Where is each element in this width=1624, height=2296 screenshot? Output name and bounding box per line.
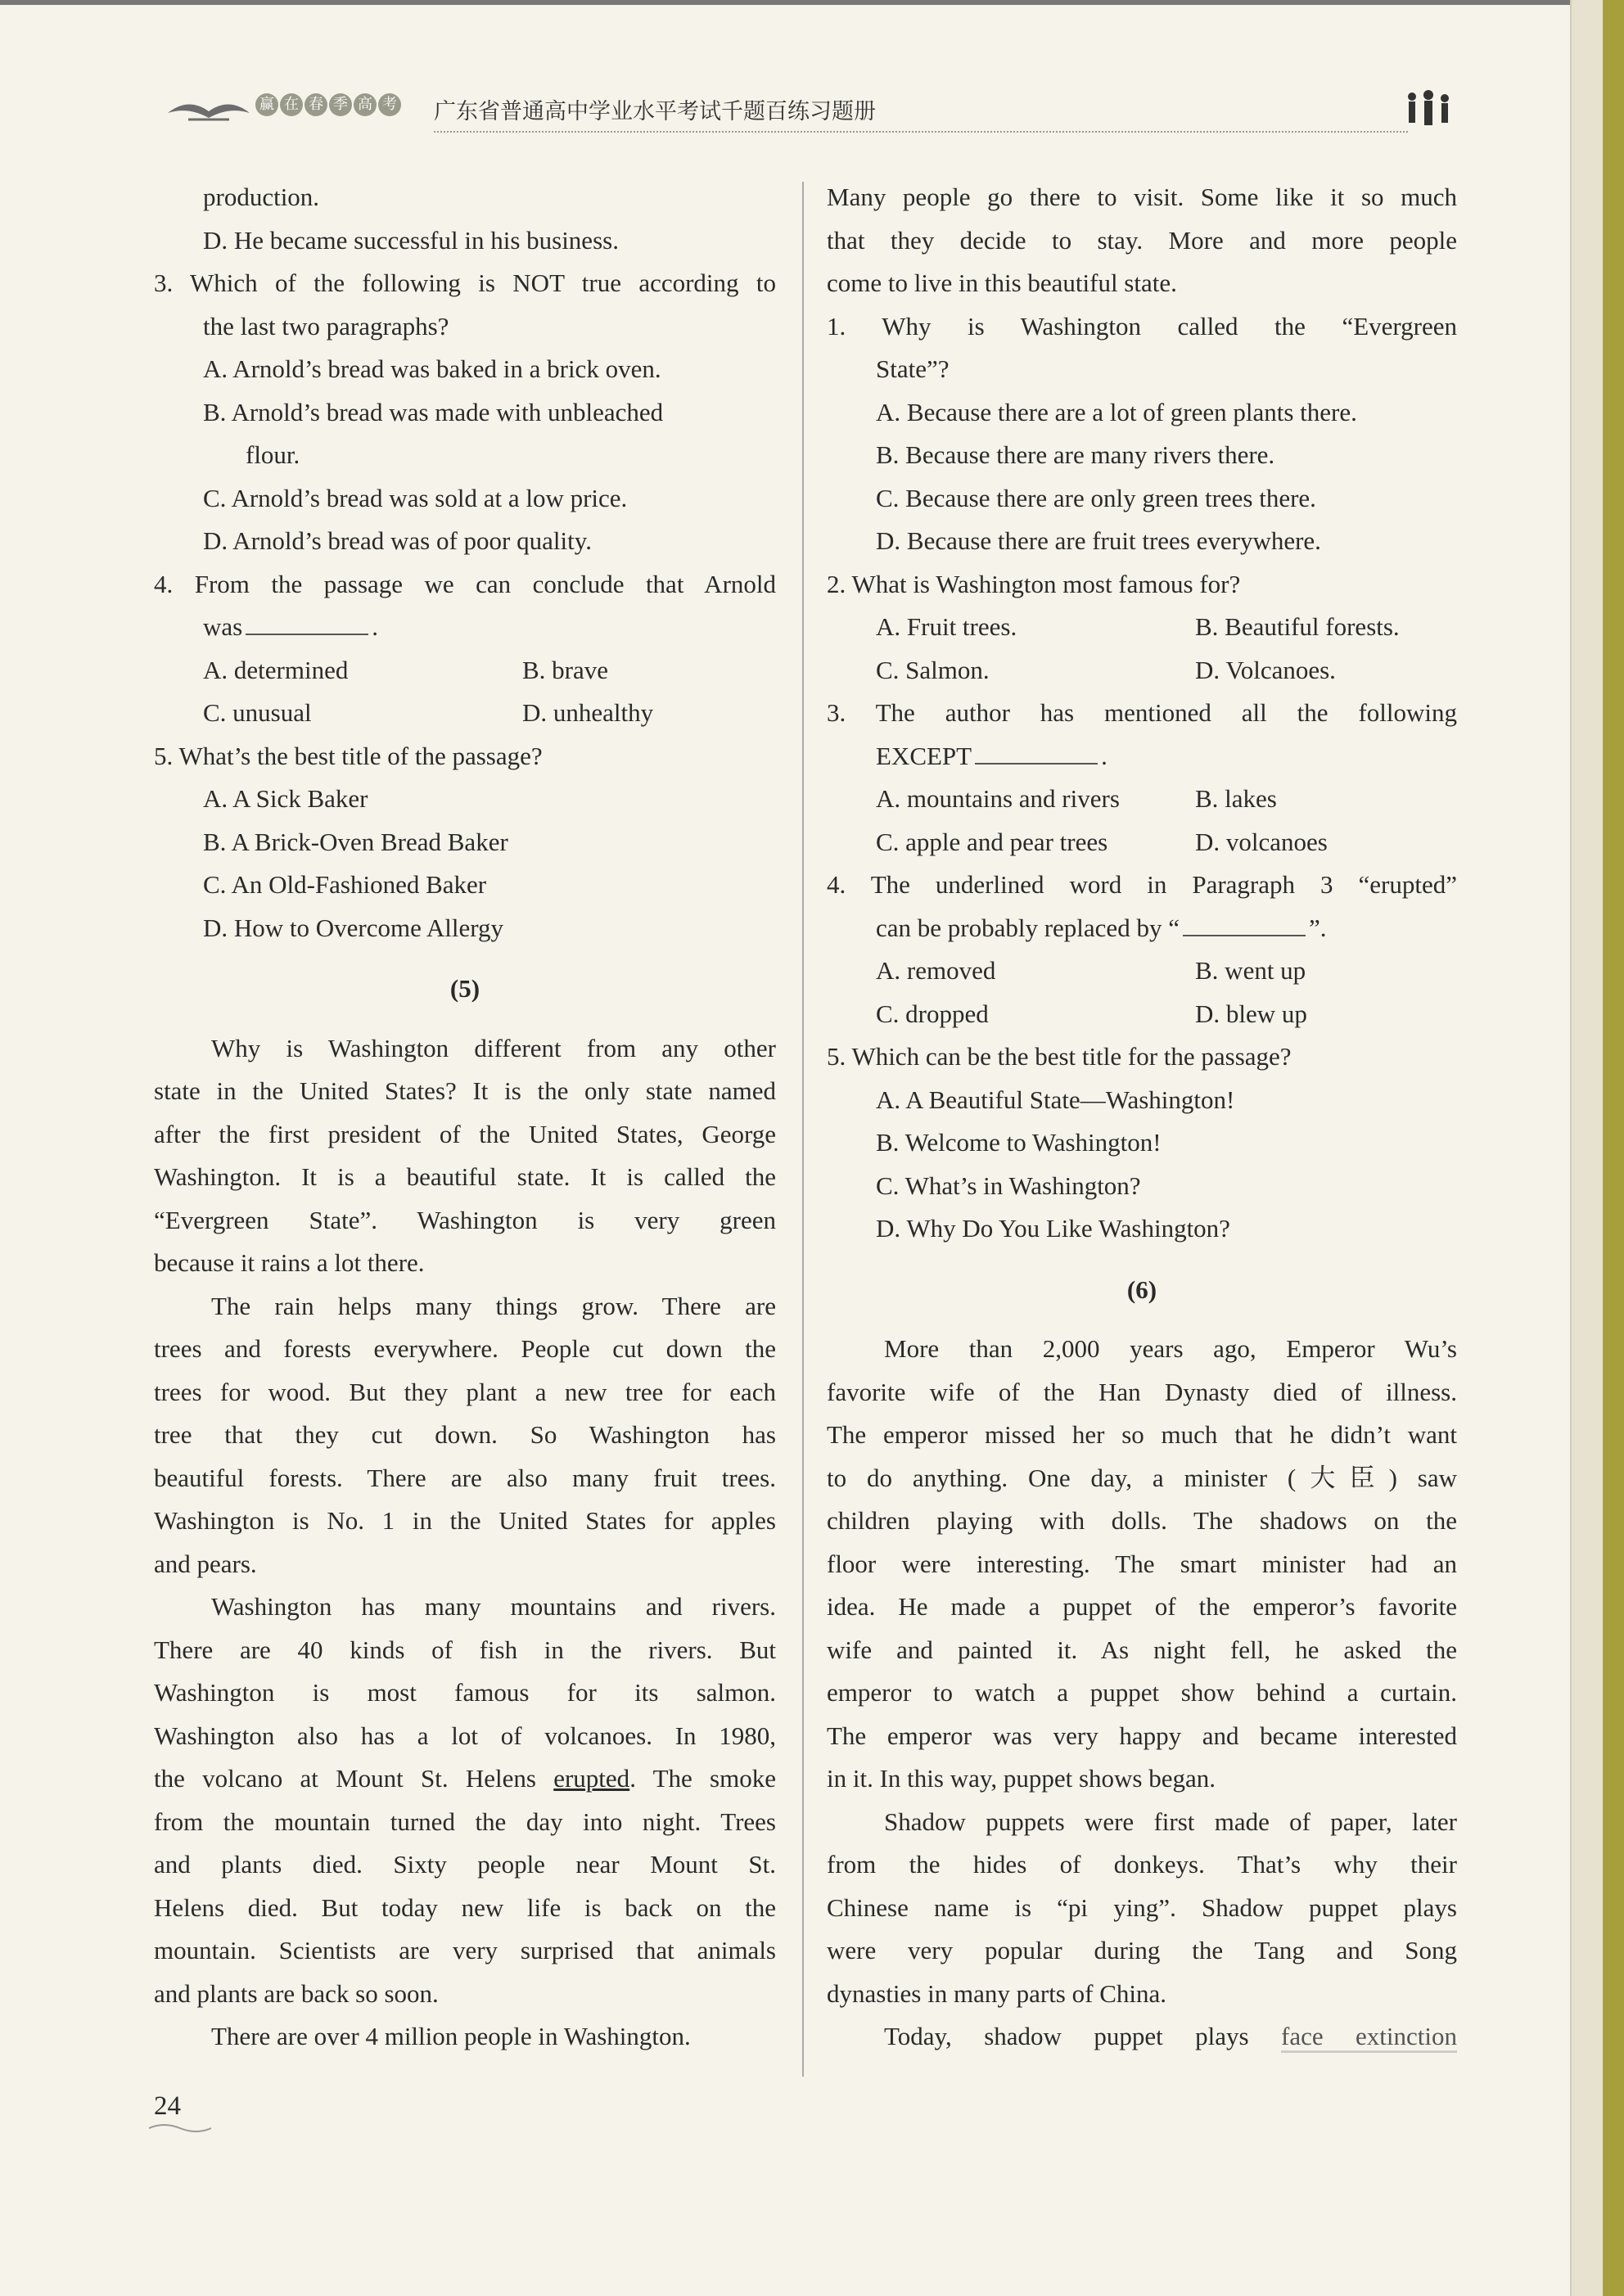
question-text: . [372, 612, 378, 641]
passage-line: Washington is No. 1 in the United States for apples [154, 1506, 776, 1535]
passage-line: idea. He made a puppet of the emperor’s favorite [827, 1592, 1457, 1621]
left-column [154, 176, 776, 2059]
passage-line: The emperor was very happy and became interested [827, 1721, 1457, 1750]
answer-option: D. Volcanoes. [1195, 655, 1336, 684]
passage-line: beautiful forests. There are also many fruit trees. [154, 1463, 776, 1492]
answer-option: C. apple and pear trees [876, 827, 1108, 856]
passage-line: tree that they cut down. So Washington has [154, 1420, 776, 1449]
answer-option-row [827, 821, 1457, 864]
passage-line: from the hides of donkeys. That’s why their [827, 1850, 1457, 1879]
passage-line: Why is Washington different from any other [211, 1033, 776, 1062]
passage-line: from the mountain turned the day into night. Trees [154, 1807, 776, 1836]
passage-line: Washington also has a lot of volcanoes. In 1980, [154, 1721, 776, 1750]
page-binding-edge [1603, 0, 1624, 2296]
answer-option: D. He became successful in his business. [203, 225, 619, 255]
passage-line: More than 2,000 years ago, Emperor Wu’s [884, 1334, 1457, 1363]
answer-option: B. Welcome to Washington! [876, 1128, 1162, 1157]
passage-line: Washington is most famous for its salmon. [154, 1678, 776, 1707]
answer-option: B. Arnold’s bread was made with unbleached [203, 397, 664, 426]
answer-option: A. Fruit trees. [876, 612, 1017, 641]
passage-line: There are over 4 million people in Washington. [211, 2022, 691, 2050]
answer-option-row [827, 778, 1457, 821]
answer-option: B. lakes [1195, 784, 1277, 813]
badge-char: 季 [329, 93, 352, 116]
answer-option: B. went up [1195, 956, 1306, 985]
passage-line: were very popular during the Tang and Song [827, 1936, 1457, 1964]
answer-option: C. dropped [876, 999, 989, 1028]
question-4-cont [827, 907, 1457, 950]
passage-text: . The smoke [629, 1764, 776, 1793]
badge-char: 在 [280, 93, 303, 116]
badge-char: 考 [378, 93, 401, 116]
passage-line: trees for wood. But they plant a new tree for each [154, 1377, 776, 1406]
passage-line: Many people go there to visit. Some like it so much [827, 183, 1457, 211]
passage-text: the volcano at Mount St. Helens [154, 1764, 536, 1793]
answer-blank [975, 762, 1098, 765]
question-text: can be probably replaced by “ [876, 913, 1180, 942]
question-5: 5. Which can be the best title for the passage? [827, 1042, 1292, 1071]
passage-line [154, 1757, 776, 1801]
answer-option: A. Because there are a lot of green plants there. [876, 397, 1357, 426]
answer-option: D. Arnold’s bread was of poor quality. [203, 526, 592, 555]
section-heading-6: (6) [1126, 1274, 1157, 1304]
passage-line: floor were interesting. The smart minister had an [827, 1549, 1457, 1578]
answer-option: C. What’s in Washington? [876, 1171, 1141, 1200]
question-3: 3. The author has mentioned all the following [827, 698, 1457, 727]
people-figures-icon [1400, 88, 1457, 129]
passage-line: There are 40 kinds of fish in the rivers. But [154, 1635, 776, 1664]
header-rule [434, 131, 1408, 133]
answer-option-row [154, 649, 776, 692]
answer-option: C. Salmon. [876, 655, 990, 684]
passage-line: The emperor missed her so much that he didn’t want [827, 1420, 1457, 1449]
passage-line: and plants are back so soon. [154, 1978, 439, 2008]
passage-line: Washington. It is a beautiful state. It is called the [154, 1162, 776, 1191]
badge-char: 高 [354, 93, 377, 116]
answer-option: C. An Old-Fashioned Baker [203, 870, 487, 899]
underlined-word: erupted [553, 1764, 630, 1793]
answer-option: D. How to Overcome Allergy [203, 913, 504, 942]
answer-option: A. A Beautiful State—Washington! [876, 1085, 1235, 1114]
question-3-cont: the last two paragraphs? [203, 311, 449, 341]
passage-line: The rain helps many things grow. There are [211, 1291, 776, 1320]
answer-option: A. determined [203, 655, 349, 684]
answer-option: B. A Brick-Oven Bread Baker [203, 827, 508, 856]
passage-line: after the first president of the United States, George [154, 1119, 776, 1148]
question-4-cont [154, 606, 776, 649]
passage-line: “Evergreen State”. Washington is very green [154, 1205, 776, 1234]
passage-line: emperor to watch a puppet show behind a curtain. [827, 1678, 1457, 1707]
answer-option: D. Why Do You Like Washington? [876, 1214, 1230, 1243]
answer-option: A. mountains and rivers [876, 784, 1120, 813]
passage-line: state in the United States? It is the only state named [154, 1076, 776, 1105]
question-3-cont [827, 735, 1457, 778]
answer-option: B. Beautiful forests. [1195, 612, 1400, 641]
answer-option-row [827, 606, 1457, 649]
passage-line: to do anything. One day, a minister (大臣) saw [827, 1463, 1457, 1492]
answer-option-row [827, 649, 1457, 692]
page-ornament-icon [147, 2120, 213, 2136]
passage-line: children playing with dolls. The shadows on the [827, 1506, 1457, 1535]
answer-option-row [827, 993, 1457, 1036]
eagle-logo-icon [164, 88, 254, 124]
answer-option: B. brave [522, 655, 609, 684]
page-margin-strip [1570, 0, 1603, 2296]
answer-option: A. removed [876, 956, 996, 985]
passage-line: Chinese name is “pi ying”. Shadow puppet plays [827, 1892, 1457, 1922]
answer-option: C. Because there are only green trees there. [876, 483, 1316, 512]
question-text: was [203, 612, 243, 641]
answer-option: D. unhealthy [522, 698, 654, 727]
answer-option-row [827, 950, 1457, 993]
question-3: 3. Which of the following is NOT true according to [154, 268, 776, 297]
passage-line: Helens died. But today new life is back on the [154, 1892, 776, 1922]
section-heading-5: (5) [449, 974, 480, 1003]
passage-line: because it rains a lot there. [154, 1248, 425, 1277]
question-1-cont: State”? [876, 354, 950, 383]
question-text: . [1101, 741, 1107, 770]
question-4: 4. From the passage we can conclude that Arnold [154, 569, 776, 598]
passage-line: in it. In this way, puppet shows began. [827, 1764, 1216, 1793]
question-5: 5. What’s the best title of the passage? [154, 741, 543, 770]
brand-badge [255, 93, 401, 116]
badge-char: 春 [304, 93, 327, 116]
answer-option: D. Because there are fruit trees everywhere. [876, 526, 1321, 555]
passage-text: Today, shadow puppet plays [884, 2022, 1249, 2050]
page-header [164, 88, 1457, 129]
question-text: ”. [1308, 913, 1327, 942]
passage-line: wife and painted it. As night fell, he asked the [827, 1635, 1457, 1664]
page-number: 24 [154, 2091, 181, 2121]
book-title: 广东省普通高中学业水平考试千题百练习题册 [434, 99, 876, 124]
answer-option: C. unusual [203, 698, 312, 727]
passage-line [827, 2015, 1457, 2059]
answer-option: A. A Sick Baker [203, 784, 368, 813]
underlined-phrase: face extinction [1281, 2022, 1457, 2053]
passage-line: Shadow puppets were first made of paper, later [884, 1807, 1457, 1836]
answer-option: B. Because there are many rivers there. [876, 440, 1275, 469]
right-column [827, 176, 1457, 2059]
passage-line: favorite wife of the Han Dynasty died of illness. [827, 1377, 1457, 1406]
passage-line: come to live in this beautiful state. [827, 268, 1177, 297]
answer-option: C. Arnold’s bread was sold at a low price. [203, 483, 628, 512]
answer-blank [246, 633, 368, 635]
question-2: 2. What is Washington most famous for? [827, 569, 1241, 598]
answer-blank [1183, 934, 1306, 936]
answer-option-row [154, 692, 776, 735]
option-continuation: production. [203, 183, 320, 211]
answer-option: D. blew up [1195, 999, 1307, 1028]
passage-line: trees and forests everywhere. People cut down the [154, 1334, 776, 1363]
badge-char: 赢 [255, 93, 278, 116]
question-text: EXCEPT [876, 741, 972, 770]
question-1: 1. Why is Washington called the “Evergreen [827, 311, 1457, 341]
question-4: 4. The underlined word in Paragraph 3 “erupted” [827, 870, 1457, 899]
answer-option-cont: flour. [246, 440, 300, 469]
passage-line: dynasties in many parts of China. [827, 1978, 1166, 2008]
page-top-edge [0, 0, 1572, 5]
passage-line: Washington has many mountains and rivers. [211, 1592, 776, 1621]
answer-option: A. Arnold’s bread was baked in a brick oven. [203, 354, 661, 383]
passage-line: that they decide to stay. More and more people [827, 225, 1457, 255]
column-divider [802, 182, 804, 2077]
passage-line: and plants died. Sixty people near Mount St. [154, 1850, 776, 1879]
answer-option: D. volcanoes [1195, 827, 1328, 856]
passage-line: mountain. Scientists are very surprised that animals [154, 1936, 776, 1964]
passage-line: and pears. [154, 1549, 257, 1578]
